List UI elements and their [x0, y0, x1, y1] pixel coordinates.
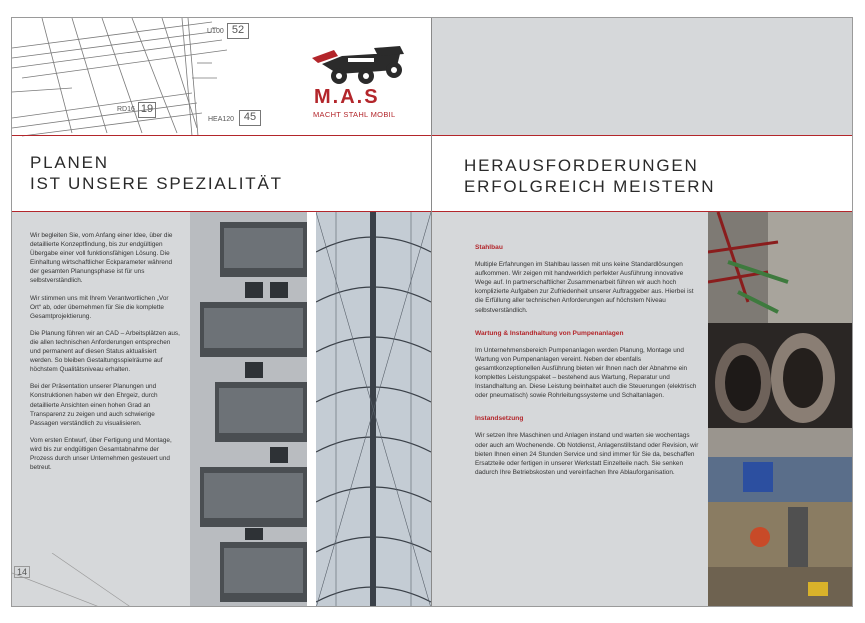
photo-balconies — [190, 212, 307, 607]
section-title-instandsetzung: Instandsetzung — [475, 415, 524, 423]
brand-tagline: MACHT STAHL MOBIL — [313, 110, 396, 119]
right-body-text — [475, 231, 700, 491]
left-paragraph: Vom ersten Entwurf, über Fertigung und Montage, wird bis zur endgültigen Gesamtabnahme der Prozess durch unser Unternehmen gesteuert und betreut. — [30, 436, 172, 472]
section-text-stahlbau: Multiple Erfahrungen im Stahlbau lassen mit uns keine Standardlösungen aufkommen. Wir zeigen mit handwerklich perfekter Ausführung innovative Wege auf. In partnerschaftlicher Zusammenarbeit führen wir auch hoch komplizierte Aufgaben zur Zufriedenheit unserer Auftraggeber aus. Hierbei ist die Erfüllung aller technischen Anforderungen auf höchstem Niveau selbstverständlich. — [475, 261, 694, 314]
sketch-label-rd16: RD16 — [117, 106, 135, 113]
photo-repair-work — [708, 457, 853, 607]
left-paragraph: Die Planung führen wir an CAD – Arbeitsplätzen aus, die allen technischen Anforderungen entsprechen und permanent auf diesen Status aktualisiert werden. So bleiben Gestaltungsspielräume auf höchstem Qualitätsniveau erhalten. — [30, 329, 180, 374]
left-heading: PLANEN IST UNSERE SPEZIALITÄT — [30, 153, 283, 193]
sketch-label-u100: U100 — [207, 28, 224, 35]
left-paragraph: Wir stimmen uns mit Ihrem Verantwortlichen „Vor Ort“ ab, oder übernehmen für Sie die komplette Gesamtprojektierung. — [30, 294, 169, 320]
photo-steel-structure — [708, 212, 853, 323]
left-paragraph: Wir begleiten Sie, vom Anfang einer Idee, über die detaillierte Konzeptfindung, bis zur endgültigen Übergabe einer voll funktionsfähigen Lösung. Die Einhaltung wirtschaftlicher Eckparameter während der gesamten Planungsphase ist für uns selbstverständlich. — [30, 232, 173, 285]
sketch-label-bottom: 14 — [14, 566, 30, 578]
sketch-value-rd16: 19 — [138, 102, 156, 118]
brochure-spread — [11, 17, 853, 607]
photo-staircase — [316, 212, 431, 607]
left-body-text — [30, 231, 180, 480]
brand-name: M.A.S — [314, 86, 380, 108]
left-paragraph: Bei der Präsentation unserer Planungen und Konstruktionen haben wir den Ehrgeiz, durch detaillierte Ansichten einen hohen Grad an Transparenz zu zeigen und auch schwierige Passagen verständlich zu visualisieren. — [30, 383, 158, 427]
sketch-fragment — [12, 553, 190, 607]
right-heading: HERAUSFORDERUNGEN ERFOLGREICH MEISTERN — [464, 156, 716, 196]
sketch-value-hea120: 45 — [239, 110, 261, 126]
sketch-label-hea120: HEA120 — [208, 116, 235, 123]
sketch-value-u100: 52 — [227, 23, 249, 39]
section-text-wartung: Im Unternehmensbereich Pumpenanlagen werden Planung, Montage und Wartung von Pumpenanlagen vereint. Neben der ebenfalls gesamtkonzeptionellen Ausführung bieten wir Ihnen nach der Abnahme ein komplettes Leistungspaket – bestehend aus Wartung, Reparatur und Instandhaltung an. Diese Leistung beinhaltet auch die Steuerungen (elektrisch oder pneumatisch) sowie Rohrleitungssysteme und Schaltanlagen. — [475, 346, 697, 400]
section-text-instandsetzung: Wir setzen Ihre Maschinen und Anlagen instand und warten sie wochentags oder auch am Wochenende. Ob Notdienst, Anlagenstillstand oder Revision, wir bieten Ihnen einen 24 Stunden Service und sind immer für Sie da, beschaffen Ersatzteile oder fertigen in unserer Werkstatt Einzelteile nach. Sie senken dadurch Ihre Betriebskosten und vereinfachen Ihre Ablauforganisation. — [475, 432, 699, 476]
section-title-wartung: Wartung & Instandhaltung von Pumpenanlagen — [475, 329, 624, 337]
top-divider — [12, 135, 853, 136]
section-title-stahlbau: Stahlbau — [475, 244, 503, 251]
right-top-panel — [432, 18, 853, 135]
photo-pump-housings — [708, 323, 853, 457]
